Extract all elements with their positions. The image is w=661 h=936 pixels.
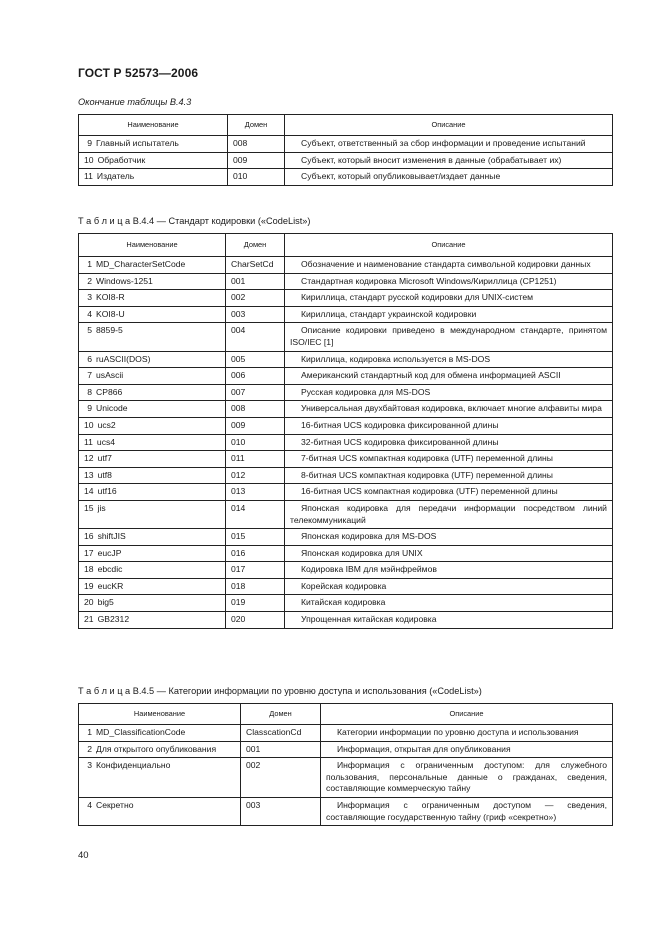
row-name: Для открытого опубликования bbox=[96, 743, 217, 754]
cell-description: Информация с ограниченным доступом: для служебного пользования, персональные данные о гражданах, сведения, составляющие коммерческую тайну bbox=[321, 758, 613, 798]
row-number: 21 bbox=[84, 614, 94, 625]
row-number: 19 bbox=[84, 580, 94, 591]
cell-description: Японская кодировка для передачи информации посредством линий телекоммуникаций bbox=[285, 500, 613, 528]
cell-domain: 017 bbox=[226, 562, 285, 579]
cell-description: Информация с ограниченным доступом — сведения, составляющие государственную тайну (гриф «секретно») bbox=[321, 797, 613, 825]
cell-description: Кириллица, стандарт украинской кодировки bbox=[285, 306, 613, 323]
table-row bbox=[79, 169, 613, 186]
row-number: 10 bbox=[84, 419, 94, 430]
table-row bbox=[79, 368, 613, 385]
cell-domain: 003 bbox=[241, 797, 321, 825]
row-number: 13 bbox=[84, 469, 94, 480]
cell-description: Информация, открытая для опубликования bbox=[321, 741, 613, 758]
table-row bbox=[79, 351, 613, 368]
row-number: 15 bbox=[84, 502, 94, 513]
cell-domain: 006 bbox=[226, 368, 285, 385]
cell-description: Субъект, ответственный за сбор информации и проведение испытаний bbox=[285, 136, 613, 153]
cell-name bbox=[79, 306, 226, 323]
document-title: ГОСТ Р 52573—2006 bbox=[78, 66, 199, 80]
cell-description: Обозначение и наименование стандарта символьной кодировки данных bbox=[285, 257, 613, 274]
row-number: 9 bbox=[87, 138, 92, 148]
row-number: 18 bbox=[84, 564, 94, 575]
row-number: 11 bbox=[84, 436, 93, 447]
table-row bbox=[79, 323, 613, 351]
cell-description: Японская кодировка для MS-DOS bbox=[285, 529, 613, 546]
row-name: Windows-1251 bbox=[96, 275, 153, 286]
row-name: utf16 bbox=[97, 486, 117, 497]
cell-name bbox=[79, 273, 226, 290]
cell-name bbox=[79, 451, 226, 468]
cell-description: Китайская кодировка bbox=[285, 595, 613, 612]
cell-domain: 018 bbox=[226, 578, 285, 595]
table-row bbox=[79, 562, 613, 579]
row-name: Конфиденциально bbox=[96, 760, 171, 771]
cell-name bbox=[79, 484, 226, 501]
row-number: 11 bbox=[84, 171, 93, 182]
cell-domain: 011 bbox=[226, 451, 285, 468]
header-name: Наименование bbox=[79, 704, 241, 725]
table-row bbox=[79, 451, 613, 468]
table-row bbox=[79, 578, 613, 595]
row-number: 20 bbox=[84, 597, 94, 608]
cell-name bbox=[79, 578, 226, 595]
table-header-row bbox=[79, 115, 613, 136]
cell-description: 16-битная UCS кодировка фиксированной длины bbox=[285, 417, 613, 434]
cell-domain: 001 bbox=[241, 741, 321, 758]
cell-description: Субъект, который вносит изменения в данные (обрабатывает их) bbox=[285, 152, 613, 169]
row-number: 16 bbox=[84, 531, 94, 542]
cell-domain: 010 bbox=[226, 434, 285, 451]
cell-name bbox=[79, 595, 226, 612]
cell-domain: 014 bbox=[226, 500, 285, 528]
table-row bbox=[79, 434, 613, 451]
table-b44 bbox=[78, 233, 613, 629]
cell-domain: 002 bbox=[226, 290, 285, 307]
table-b43-caption: Окончание таблицы В.4.3 bbox=[78, 97, 192, 107]
row-number: 4 bbox=[87, 308, 92, 319]
table-row bbox=[79, 290, 613, 307]
table-row bbox=[79, 484, 613, 501]
row-number: 6 bbox=[87, 353, 92, 364]
cell-name bbox=[79, 169, 228, 186]
cell-domain: 019 bbox=[226, 595, 285, 612]
header-description: Описание bbox=[321, 704, 613, 725]
row-name: ruASCII(DOS) bbox=[96, 353, 151, 364]
table-row bbox=[79, 545, 613, 562]
table-row bbox=[79, 273, 613, 290]
row-name: KOI8-U bbox=[96, 308, 125, 319]
row-number: 2 bbox=[87, 275, 92, 286]
row-name: eucJP bbox=[97, 547, 122, 558]
cell-description: 7-битная UCS компактная кодировка (UTF) переменной длины bbox=[285, 451, 613, 468]
cell-name bbox=[79, 384, 226, 401]
table-row bbox=[79, 384, 613, 401]
row-name: MD_ClassificationCode bbox=[96, 727, 186, 737]
cell-domain: 015 bbox=[226, 529, 285, 546]
row-name: GB2312 bbox=[97, 614, 130, 625]
table-b45-caption: Т а б л и ц а В.4.5 — Категории информации по уровню доступа и использования («CodeList») bbox=[78, 686, 482, 696]
row-number: 4 bbox=[87, 799, 92, 810]
table-row bbox=[79, 595, 613, 612]
row-number: 17 bbox=[84, 547, 94, 558]
cell-domain: 020 bbox=[226, 612, 285, 629]
cell-domain: 003 bbox=[226, 306, 285, 323]
header-name: Наименование bbox=[79, 115, 228, 136]
cell-name bbox=[79, 323, 226, 351]
cell-description: Описание кодировки приведено в международном стандарте, принятом ISO/IEC [1] bbox=[285, 323, 613, 351]
cell-name bbox=[79, 562, 226, 579]
cell-domain: 010 bbox=[228, 169, 285, 186]
row-name: MD_CharacterSetCode bbox=[96, 259, 186, 269]
row-name: Главный испытатель bbox=[96, 138, 179, 148]
row-name: Обработчик bbox=[97, 154, 146, 165]
table-row bbox=[79, 401, 613, 418]
header-domain: Домен bbox=[226, 234, 285, 257]
cell-description: 16-битная UCS компактная кодировка (UTF) переменной длины bbox=[285, 484, 613, 501]
cell-name bbox=[79, 797, 241, 825]
cell-description: Стандартная кодировка Microsoft Windows/Кириллица (CP1251) bbox=[285, 273, 613, 290]
table-header-row bbox=[79, 704, 613, 725]
row-name: shiftJIS bbox=[97, 531, 126, 542]
header-domain: Домен bbox=[228, 115, 285, 136]
cell-name bbox=[79, 290, 226, 307]
cell-description: Кодировка IBM для мэйнфреймов bbox=[285, 562, 613, 579]
row-number: 5 bbox=[87, 325, 92, 336]
cell-description: Кириллица, кодировка используется в MS-DOS bbox=[285, 351, 613, 368]
row-name: Unicode bbox=[96, 403, 128, 414]
row-number: 2 bbox=[87, 743, 92, 754]
row-number: 9 bbox=[87, 403, 92, 414]
table-row bbox=[79, 529, 613, 546]
cell-name bbox=[79, 545, 226, 562]
row-name: Издатель bbox=[96, 171, 135, 182]
table-row bbox=[79, 306, 613, 323]
cell-domain: 002 bbox=[241, 758, 321, 798]
cell-domain: 009 bbox=[228, 152, 285, 169]
cell-domain: 008 bbox=[226, 401, 285, 418]
row-name: KOI8-R bbox=[96, 292, 125, 303]
cell-name bbox=[79, 368, 226, 385]
header-domain: Домен bbox=[241, 704, 321, 725]
cell-name bbox=[79, 152, 228, 169]
row-name: ebcdic bbox=[97, 564, 123, 575]
table-row bbox=[79, 797, 613, 825]
table-header-row bbox=[79, 234, 613, 257]
cell-description: Категории информации по уровню доступа и использования bbox=[321, 725, 613, 742]
row-name: big5 bbox=[97, 597, 114, 608]
table-row bbox=[79, 741, 613, 758]
cell-name bbox=[79, 136, 228, 153]
row-name: CP866 bbox=[96, 386, 123, 397]
row-number: 14 bbox=[84, 486, 94, 497]
cell-description: 8-битная UCS компактная кодировка (UTF) переменной длины bbox=[285, 467, 613, 484]
row-name: utf7 bbox=[97, 453, 112, 464]
cell-name bbox=[79, 351, 226, 368]
cell-domain: 005 bbox=[226, 351, 285, 368]
cell-name bbox=[79, 257, 226, 274]
cell-domain: ClasscationCd bbox=[241, 725, 321, 742]
cell-domain: 012 bbox=[226, 467, 285, 484]
header-description: Описание bbox=[285, 234, 613, 257]
row-name: ucs4 bbox=[96, 436, 116, 447]
cell-name bbox=[79, 725, 241, 742]
cell-name bbox=[79, 741, 241, 758]
table-row bbox=[79, 758, 613, 798]
row-name: ucs2 bbox=[97, 419, 116, 430]
cell-description: Американский стандартный код для обмена информацией ASCII bbox=[285, 368, 613, 385]
table-row bbox=[79, 136, 613, 153]
cell-description: Русская кодировка для MS-DOS bbox=[285, 384, 613, 401]
row-number: 12 bbox=[84, 453, 94, 464]
cell-name bbox=[79, 500, 226, 528]
table-b44-caption: Т а б л и ц а В.4.4 — Стандарт кодировки («CodeList») bbox=[78, 216, 311, 226]
cell-domain: 004 bbox=[226, 323, 285, 351]
cell-name bbox=[79, 612, 226, 629]
header-name: Наименование bbox=[79, 234, 226, 257]
row-name: eucKR bbox=[97, 580, 124, 591]
cell-name bbox=[79, 529, 226, 546]
table-row bbox=[79, 612, 613, 629]
cell-domain: 013 bbox=[226, 484, 285, 501]
cell-name bbox=[79, 417, 226, 434]
cell-name bbox=[79, 758, 241, 798]
header-description: Описание bbox=[285, 115, 613, 136]
table-row bbox=[79, 725, 613, 742]
cell-name bbox=[79, 401, 226, 418]
row-name: 8859-5 bbox=[96, 325, 123, 336]
cell-domain: CharSetCd bbox=[226, 257, 285, 274]
table-row bbox=[79, 467, 613, 484]
cell-name bbox=[79, 434, 226, 451]
row-number: 10 bbox=[84, 154, 94, 165]
table-b43 bbox=[78, 114, 613, 186]
cell-description: 32-битная UCS кодировка фиксированной длины bbox=[285, 434, 613, 451]
page-number: 40 bbox=[78, 850, 89, 861]
cell-domain: 001 bbox=[226, 273, 285, 290]
row-number: 1 bbox=[87, 259, 92, 269]
row-name: Секретно bbox=[96, 799, 134, 810]
row-number: 8 bbox=[87, 386, 92, 397]
row-name: jis bbox=[97, 502, 106, 513]
row-name: utf8 bbox=[97, 469, 112, 480]
cell-description: Субъект, который опубликовывает/издает данные bbox=[285, 169, 613, 186]
table-row bbox=[79, 257, 613, 274]
row-name: usAscii bbox=[96, 370, 124, 381]
table-row bbox=[79, 500, 613, 528]
cell-name bbox=[79, 467, 226, 484]
row-number: 7 bbox=[87, 370, 92, 381]
table-row bbox=[79, 152, 613, 169]
table-row bbox=[79, 417, 613, 434]
cell-description: Универсальная двухбайтовая кодировка, включает многие алфавиты мира bbox=[285, 401, 613, 418]
cell-description: Кириллица, стандарт русской кодировки для UNIX-систем bbox=[285, 290, 613, 307]
cell-domain: 008 bbox=[228, 136, 285, 153]
row-number: 3 bbox=[87, 760, 92, 771]
row-number: 3 bbox=[87, 292, 92, 303]
cell-description: Японская кодировка для UNIX bbox=[285, 545, 613, 562]
cell-description: Упрощенная китайская кодировка bbox=[285, 612, 613, 629]
cell-domain: 009 bbox=[226, 417, 285, 434]
cell-description: Корейская кодировка bbox=[285, 578, 613, 595]
cell-domain: 016 bbox=[226, 545, 285, 562]
table-b45 bbox=[78, 703, 613, 826]
row-number: 1 bbox=[87, 727, 92, 737]
cell-domain: 007 bbox=[226, 384, 285, 401]
